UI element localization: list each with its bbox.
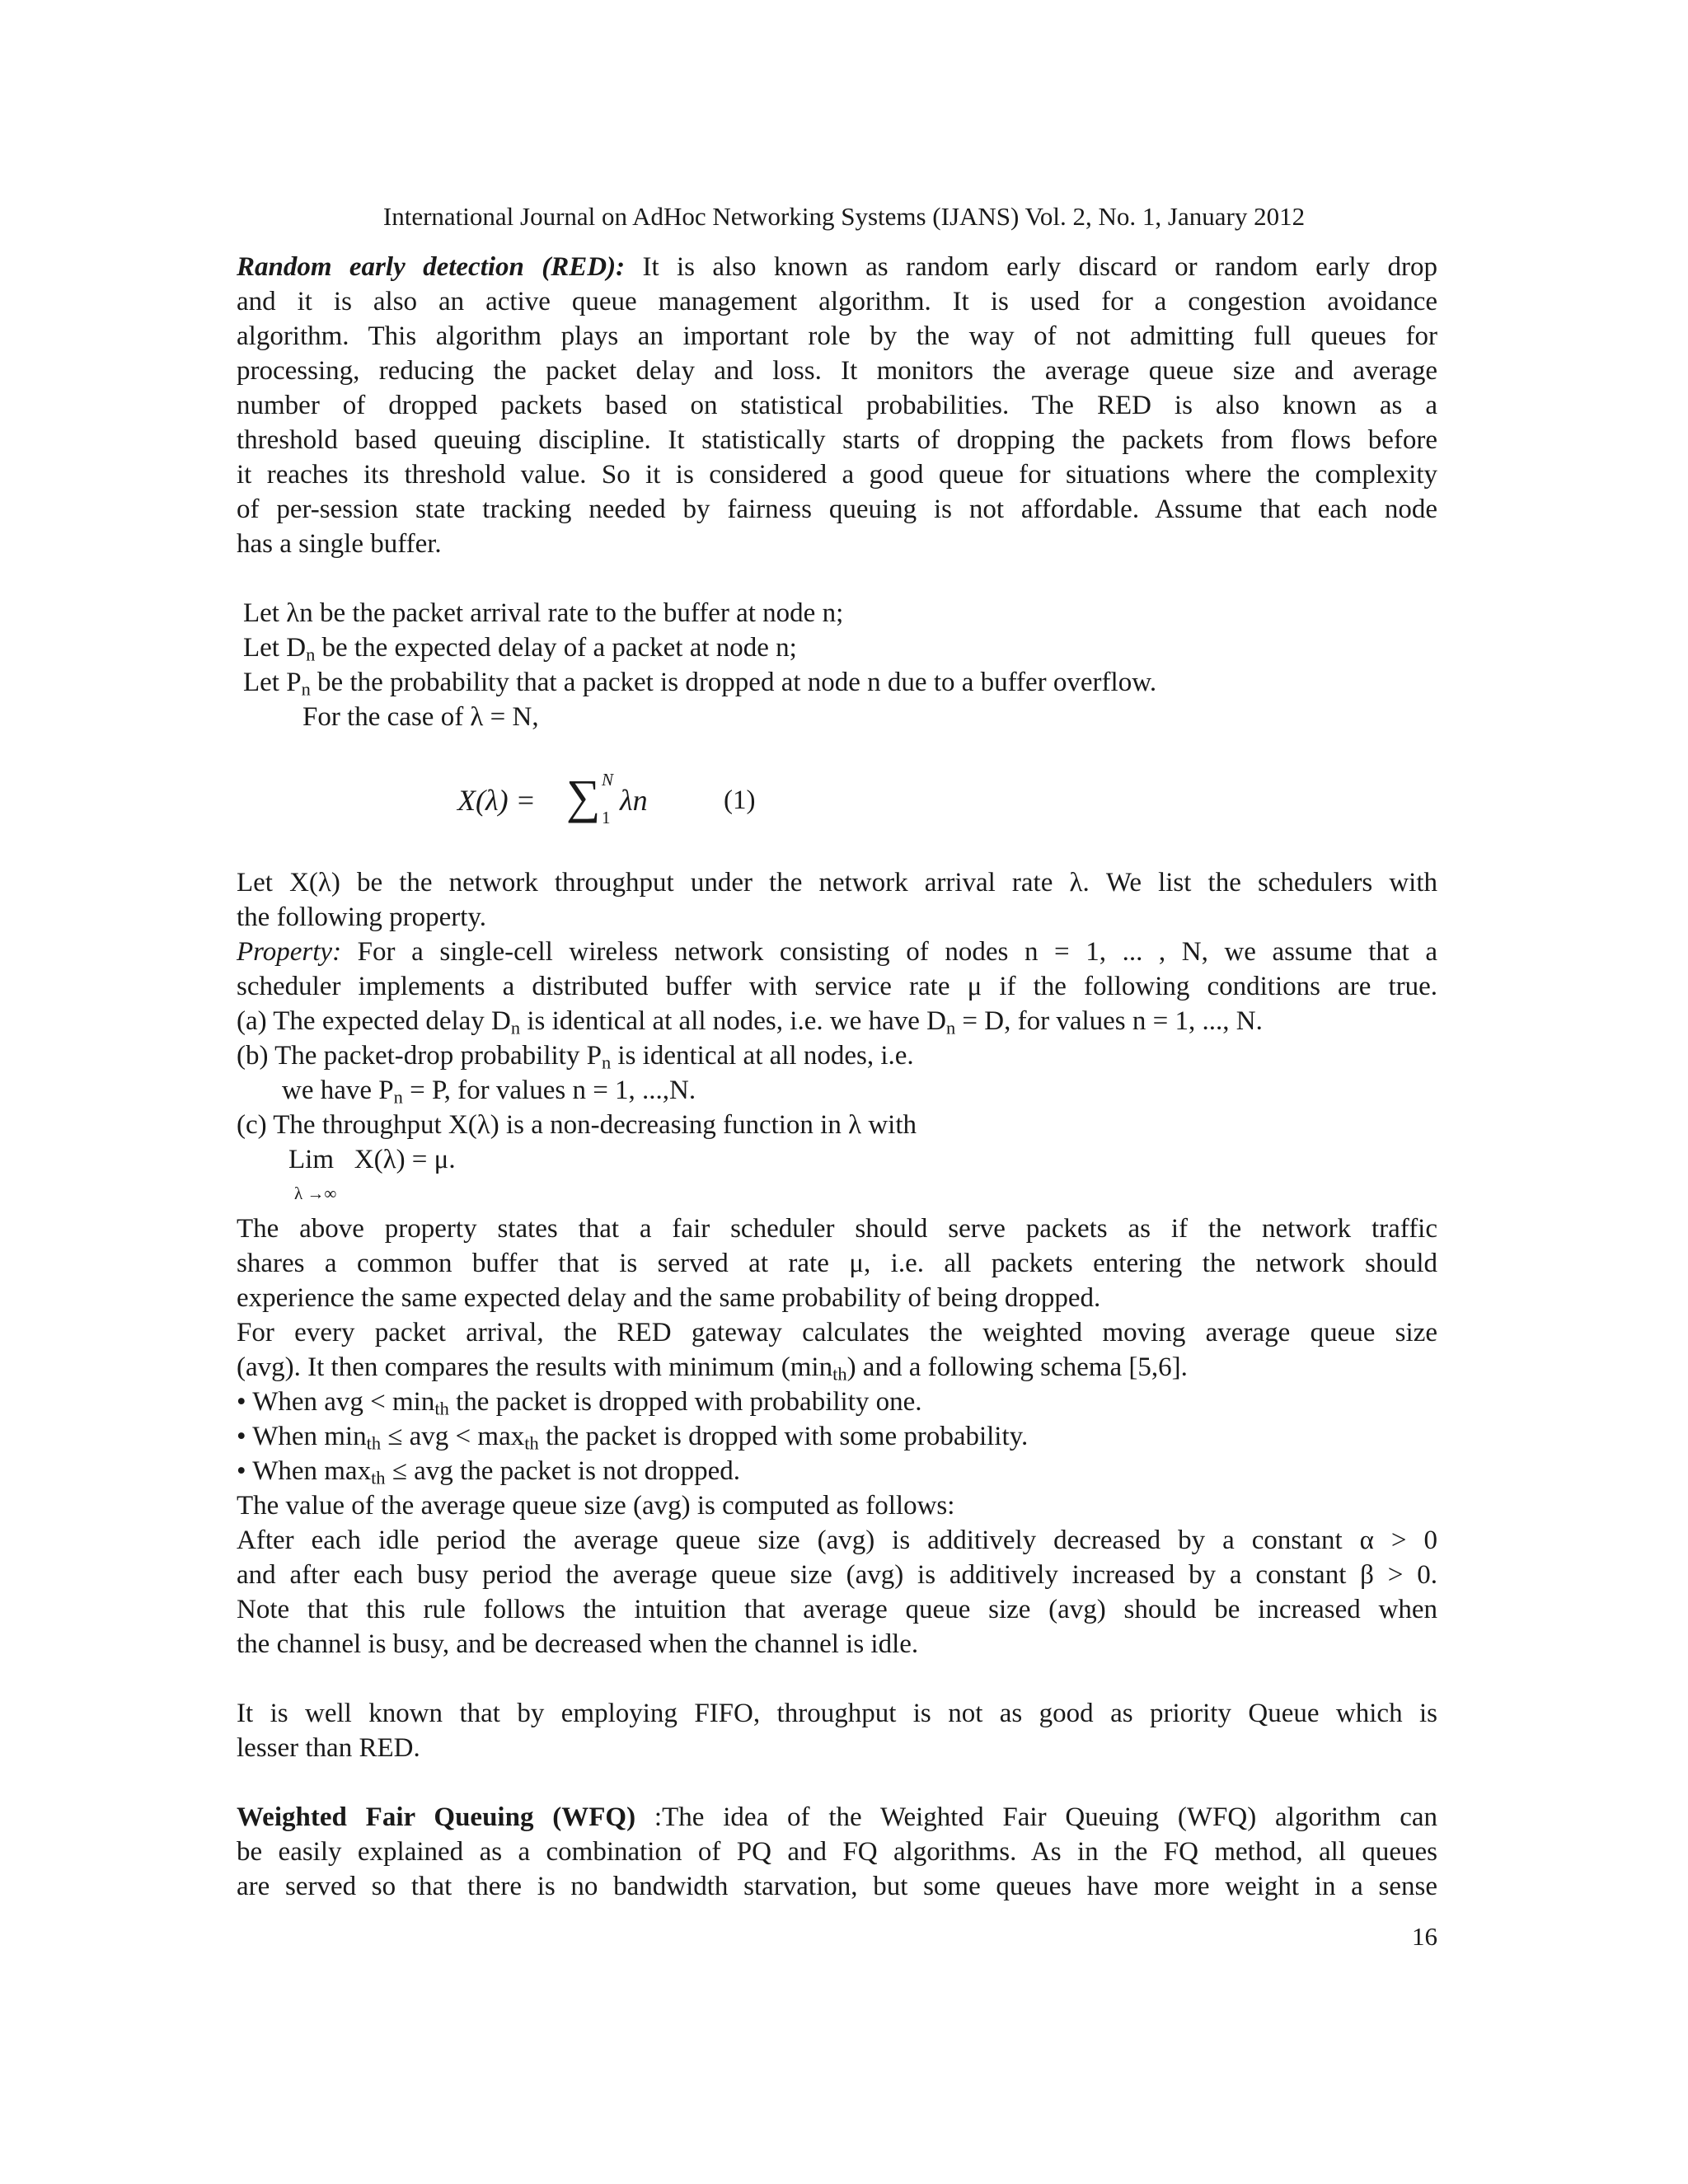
- limit-subscript: λ →∞: [294, 1183, 337, 1203]
- condition-a: (a) The expected delay $D_n$ is identical at all nodes, i.e. we have $D_n = D$, for values n = 1, ..., N.: [237, 1006, 1263, 1038]
- property-label: Property:: [237, 937, 342, 967]
- summation-lower-limit: 1: [602, 808, 611, 827]
- red-paragraph-line-9: has a single buffer.: [237, 529, 442, 559]
- red-paragraph-line-7: it reaches its threshold value. So it is considered a good queue for situations where the complexity: [237, 460, 1437, 490]
- red-title: Random early detection (RED):: [237, 252, 626, 282]
- condition-b-continued: we have $P_n = P$, for values n = 1, ...,N.: [282, 1076, 696, 1108]
- red-paragraph-line-6: threshold based queuing discipline. It statistically starts of dropping the packets from flows before: [237, 425, 1437, 455]
- red-paragraph-line-8: of per-session state tracking needed by fairness queuing is not affordable. Assume that each node: [237, 494, 1437, 524]
- red-paragraph-line-3: algorithm. This algorithm plays an important role by the way of not admitting full queues for: [237, 321, 1437, 351]
- summation-upper-limit: N: [602, 770, 614, 790]
- wfq-title: Weighted Fair Queuing (WFQ): [237, 1802, 636, 1832]
- throughput-line-1: Let X(λ) be the network throughput under the network arrival rate λ. We list the schedulers with: [237, 868, 1437, 898]
- equation-1: [457, 770, 870, 841]
- avg-computation-intro: The value of the average queue size (avg) is computed as follows:: [237, 1491, 955, 1521]
- explanation-line-3: experience the same expected delay and the same probability of being dropped.: [237, 1283, 1101, 1313]
- page-number: 16: [1412, 1922, 1437, 1951]
- bullet-item-3: • When $\max_{th}$ ≤ avg the packet is not dropped.: [237, 1456, 741, 1488]
- avg-computation-line-1: After each idle period the average queue size (avg) is additively decreased by a constant α > 0: [237, 1526, 1437, 1555]
- avg-computation-line-3: Note that this rule follows the intuition that average queue size (avg) should be increased when: [237, 1595, 1437, 1624]
- red-paragraph-line-2: and it is also an active queue management algorithm. It is used for a congestion avoidance: [237, 287, 1437, 316]
- summation-symbol: ∑: [566, 770, 601, 823]
- property-line-2: scheduler implements a distributed buffer with service rate μ if the following conditions are true.: [237, 972, 1437, 1001]
- limit-expression: Lim X(λ) = μ.: [288, 1145, 456, 1174]
- definition-drop-probability: Let $P_n$ be the probability that a packet is dropped at node n due to a buffer overflow.: [243, 668, 1157, 700]
- condition-b: (b) The packet-drop probability $P_n$ is identical at all nodes, i.e.: [237, 1041, 914, 1073]
- explanation-line-2: shares a common buffer that is served at rate μ, i.e. all packets entering the network should: [237, 1249, 1437, 1278]
- red-gateway-line-1: For every packet arrival, the RED gateway calculates the weighted moving average queue size: [237, 1318, 1437, 1347]
- wfq-line-1: Weighted Fair Queuing (WFQ) :The idea of the Weighted Fair Queuing (WFQ) algorithm can: [237, 1802, 1438, 1832]
- definition-case: For the case of λ = N,: [302, 702, 539, 732]
- condition-c: (c) The throughput X(λ) is a non-decreasing function in λ with: [237, 1110, 917, 1140]
- throughput-line-2: the following property.: [237, 902, 487, 932]
- fifo-line-1: It is well known that by employing FIFO, throughput is not as good as priority Queue which is: [237, 1699, 1437, 1728]
- equation-number: (1): [724, 785, 756, 815]
- red-gateway-line-2: (avg). It then compares the results with minimum $(\min_{th})$ and a following schema [5,6].: [237, 1352, 1188, 1385]
- journal-header: International Journal on AdHoc Networking Systems (IJANS) Vol. 2, No. 1, January 2012: [382, 202, 1306, 231]
- bullet-item-1: • When avg < $\min_{th}$ the packet is dropped with probability one.: [237, 1387, 922, 1419]
- property-line-1: Property: For a single-cell wireless network consisting of nodes n = 1, ... , N, we assume that a: [237, 937, 1437, 967]
- fifo-line-2: lesser than RED.: [237, 1733, 420, 1763]
- red-paragraph-line-1: Random early detection (RED): It is also known as random early discard or random early drop: [237, 252, 1437, 282]
- definition-delay: Let $D_n$ be the expected delay of a packet at node n;: [243, 633, 797, 665]
- red-paragraph-line-5: number of dropped packets based on statistical probabilities. The RED is also known as a: [237, 391, 1437, 420]
- red-paragraph-line-4: processing, reducing the packet delay and loss. It monitors the average queue size and average: [237, 356, 1437, 386]
- avg-computation-line-4: the channel is busy, and be decreased when the channel is idle.: [237, 1629, 919, 1659]
- definition-lambda: Let λn be the packet arrival rate to the buffer at node n;: [243, 598, 844, 628]
- wfq-line-2: be easily explained as a combination of PQ and FQ algorithms. As in the FQ method, all queues: [237, 1837, 1437, 1867]
- avg-computation-line-2: and after each busy period the average queue size (avg) is additively increased by a constant β > 0.: [237, 1560, 1437, 1590]
- wfq-line-3: are served so that there is no bandwidth starvation, but some queues have more weight in a sense: [237, 1872, 1437, 1901]
- explanation-line-1: The above property states that a fair scheduler should serve packets as if the network traffic: [237, 1214, 1437, 1244]
- equation-lhs: X(λ) =: [457, 784, 536, 817]
- bullet-item-2: • When $\min_{th}$ ≤ avg < $\max_{th}$ the packet is dropped with some probability.: [237, 1422, 1029, 1454]
- equation-term: λn: [620, 784, 648, 817]
